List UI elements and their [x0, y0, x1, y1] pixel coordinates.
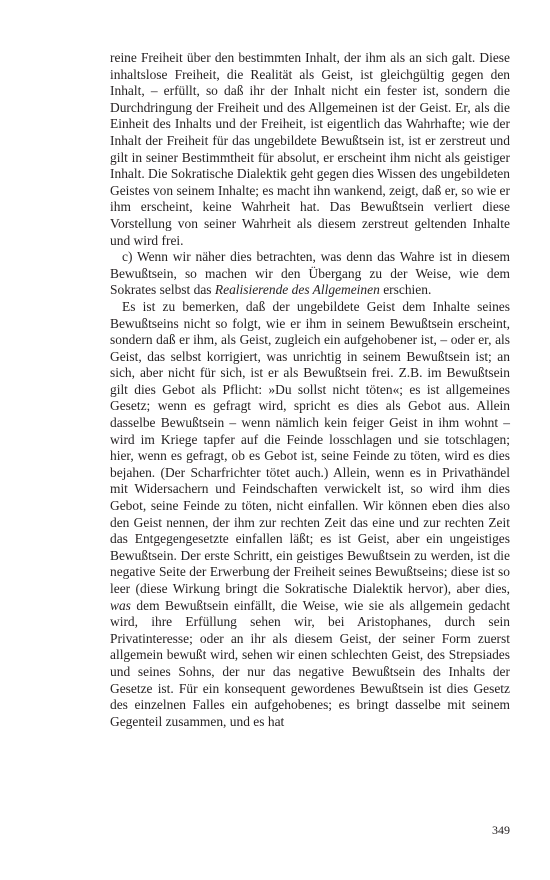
- text-run: reine Freiheit über den bestimmten Inhalt, der ihm als an sich galt. Diese inhaltslose Freiheit, die Realität als Geist, ist gleichgültig gegen den Inhalt, – erfüllt, so daß ihr der Inhalt nicht ein fester ist, sondern die Durchdringung der Freiheit und des Allgemeinen ist der Geist. Er, als die Einheit des Inhalts und der Freiheit, ist eigentlich das Wahrhafte; wie der Inhalt der Freiheit für das ungebildete Bewußtsein ist, ist er zerstreut und gilt in seiner Bestimmtheit für absolut, er erscheint ihm nicht als geistiger Inhalt. Die Sokratische Dialektik geht gegen dies Wissen des ungebildeten Geistes von seinem Inhalte; es macht ihn wankend, zeigt, daß er, so wie er ihm erscheint, keine Wahrheit hat. Das Bewußtsein verliert diese Vorstellung von seiner Wahrheit als diesem zerstreut geltenden Inhalte und wird frei.: [110, 50, 510, 248]
- italic-text-run: was: [110, 597, 131, 613]
- page-number: 349: [492, 823, 510, 837]
- text-run: dem Bewußtsein einfällt, die Weise, wie sie als allgemein gedacht wird, ihre Erfüllung sehen wir, bei Aristophanes, durch sein Privatinteresse; oder an ihr als diesem Geist, der seiner Form zuerst allgemein bewußt wird, sehen wir einen schlechten Geist, des Strepsiades und seines Sohns, der nur das negative Bewußtsein des Inhalts der Gesetze ist. Für ein konsequent gewordenes Bewußtsein ist dies Gesetz des einzelnen Falles ein aufgehobenes; es bringt dasselbe mit seinem Gegenteil zusammen, und es hat: [110, 597, 510, 729]
- text-run: erschien.: [379, 282, 432, 298]
- paragraph: [110, 249, 510, 299]
- text-run: Es ist zu bemerken, daß der ungebildete Geist dem Inhalte seines Bewußtseins nicht so folgt, wie er ihm in seinem Bewußtsein erscheint, sondern daß er ihm, als Geist, zugleich ein aufgehobener ist, – oder er, als Geist, das selbst korrigiert, was unrichtig in seinem Bewußtsein ist; an sich, aber nicht für sich, ist er als Bewußtsein frei. Z.B. im Bewußtsein gilt dies Gebot als Pflicht: »Du sollst nicht töten«; es ist allgemeines Gesetz; wenn es gefragt wird, spricht es dies als Gebot aus. Allein dasselbe Bewußtsein – wenn nämlich kein feiger Geist in ihm wohnt – wird im Kriege tapfer auf die Feinde losschlagen und sie totschlagen; hier, wenn es gefragt, ob es Gebot ist, seine Feinde zu töten, wird es dies bejahen. (Der Scharfrichter tötet auch.) Allein, wenn es in Privathändel mit Widersachern und Feindschaften verwickelt ist, so wird ihm dies Gebot, seine Feinde zu töten, nicht einfallen. Wir können eben dies also den Geist nennen, der ihm zur rechten Zeit das eine und zur rechten Zeit das Entgegengesetzte einfallen läßt; es ist Geist, aber ein ungeistiges Bewußtsein. Der erste Schritt, ein geistiges Bewußtsein zu werden, ist die negative Seite der Erwerbung der Freiheit seines Bewußtseins; diese ist so leer (diese Wirkung bringt die Sokratische Dialektik hervor), aber dies,: [110, 298, 510, 596]
- paragraph: [110, 299, 510, 730]
- body-text: [110, 50, 510, 730]
- paragraph: [110, 50, 510, 249]
- text-run: c) Wenn wir näher dies betrachten, was denn das Wahre ist in diesem Bewußtsein, so machen wir den Übergang zu der Weise, wie dem Sokrates selbst das: [110, 249, 510, 298]
- italic-text-run: Realisierende des Allgemeinen: [214, 282, 380, 298]
